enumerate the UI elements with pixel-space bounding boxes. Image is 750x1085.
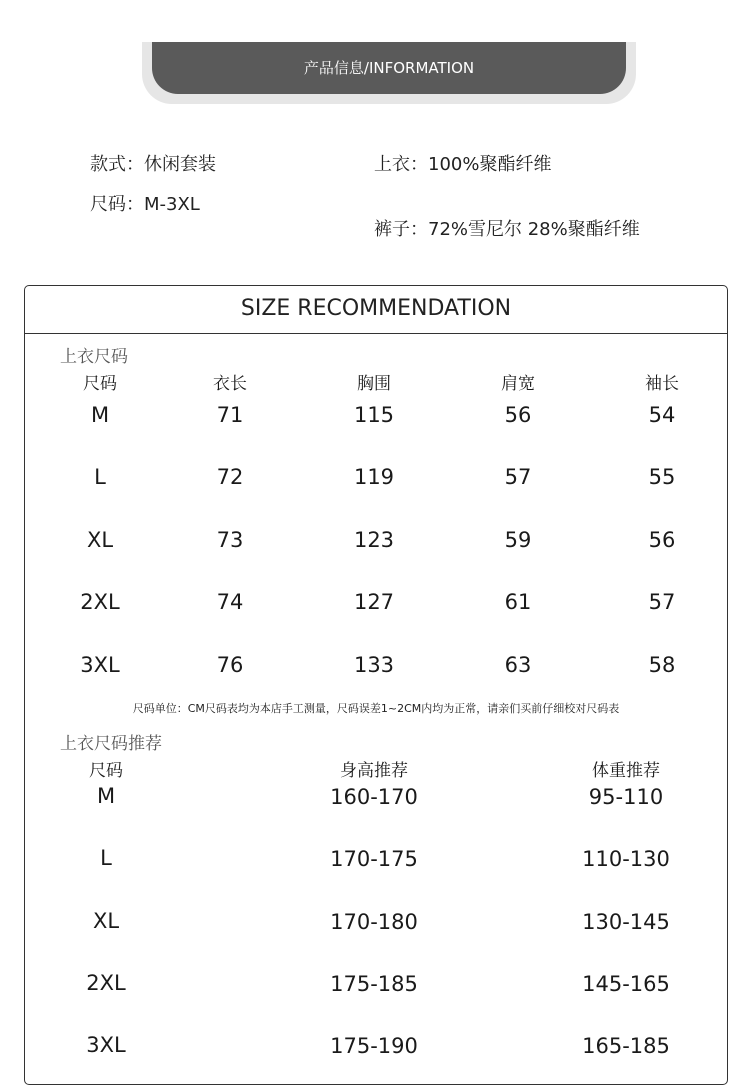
info-style: 款式：休闲套装 (90, 154, 216, 175)
shoulder-cell: 63 (504, 653, 532, 677)
size-cell: XL (86, 528, 114, 552)
size-cell: 3XL (86, 1033, 126, 1057)
height-cell: 170-180 (330, 910, 418, 934)
size-cell: M (90, 403, 110, 427)
measurement-note: 尺码单位：CM尺码表均为本店手工测量，尺码误差1~2CM内均为正常，请亲们买前仔细校对尺码表 (132, 702, 620, 715)
size-cell: M (96, 784, 116, 808)
weight-cell: 95-110 (588, 785, 664, 809)
panel-title: SIZE RECOMMENDATION (240, 296, 512, 321)
chest-cell: 123 (353, 528, 395, 552)
header-tab (152, 42, 626, 94)
shoulder-cell: 57 (504, 465, 532, 489)
chest-cell: 115 (353, 403, 395, 427)
height-cell: 160-170 (330, 785, 418, 809)
size-header-cell: 肩宽 (501, 374, 535, 394)
size-cell: L (94, 465, 106, 489)
header-title: 产品信息/INFORMATION (303, 59, 475, 77)
recommend-header-cell: 尺码 (89, 761, 123, 781)
sleeve-cell: 57 (648, 590, 676, 614)
info-top-material: 上衣：100%聚酯纤维 (374, 154, 552, 175)
size-cell: XL (92, 909, 120, 933)
sleeve-cell: 54 (648, 403, 676, 427)
weight-cell: 110-130 (582, 847, 670, 871)
height-cell: 175-185 (330, 972, 418, 996)
length-cell: 71 (216, 403, 244, 427)
size-header-cell: 袖长 (645, 374, 679, 394)
chest-cell: 127 (353, 590, 395, 614)
weight-cell: 145-165 (582, 972, 670, 996)
height-cell: 170-175 (330, 847, 418, 871)
info-pants-material: 裤子：72%雪尼尔 28%聚酯纤维 (374, 219, 640, 240)
size-cell: 2XL (86, 971, 126, 995)
size-cell: 2XL (80, 590, 120, 614)
weight-cell: 165-185 (582, 1034, 670, 1058)
size-header-cell: 胸围 (357, 374, 391, 394)
size-header-cell: 衣长 (213, 374, 247, 394)
sleeve-cell: 58 (648, 653, 676, 677)
size-table-title: 上衣尺码 (60, 347, 128, 367)
size-header-cell: 尺码 (83, 374, 117, 394)
shoulder-cell: 61 (504, 590, 532, 614)
recommend-header-cell: 体重推荐 (592, 761, 660, 781)
weight-cell: 130-145 (582, 910, 670, 934)
recommend-table-title: 上衣尺码推荐 (60, 734, 162, 754)
length-cell: 74 (216, 590, 244, 614)
size-cell: L (100, 846, 112, 870)
info-size: 尺码：M-3XL (90, 194, 200, 215)
length-cell: 73 (216, 528, 244, 552)
length-cell: 76 (216, 653, 244, 677)
sleeve-cell: 55 (648, 465, 676, 489)
panel-divider (24, 333, 728, 334)
length-cell: 72 (216, 465, 244, 489)
chest-cell: 133 (353, 653, 395, 677)
chest-cell: 119 (353, 465, 395, 489)
sleeve-cell: 56 (648, 528, 676, 552)
recommend-header-cell: 身高推荐 (340, 761, 408, 781)
size-cell: 3XL (80, 653, 120, 677)
shoulder-cell: 59 (504, 528, 532, 552)
shoulder-cell: 56 (504, 403, 532, 427)
height-cell: 175-190 (330, 1034, 418, 1058)
